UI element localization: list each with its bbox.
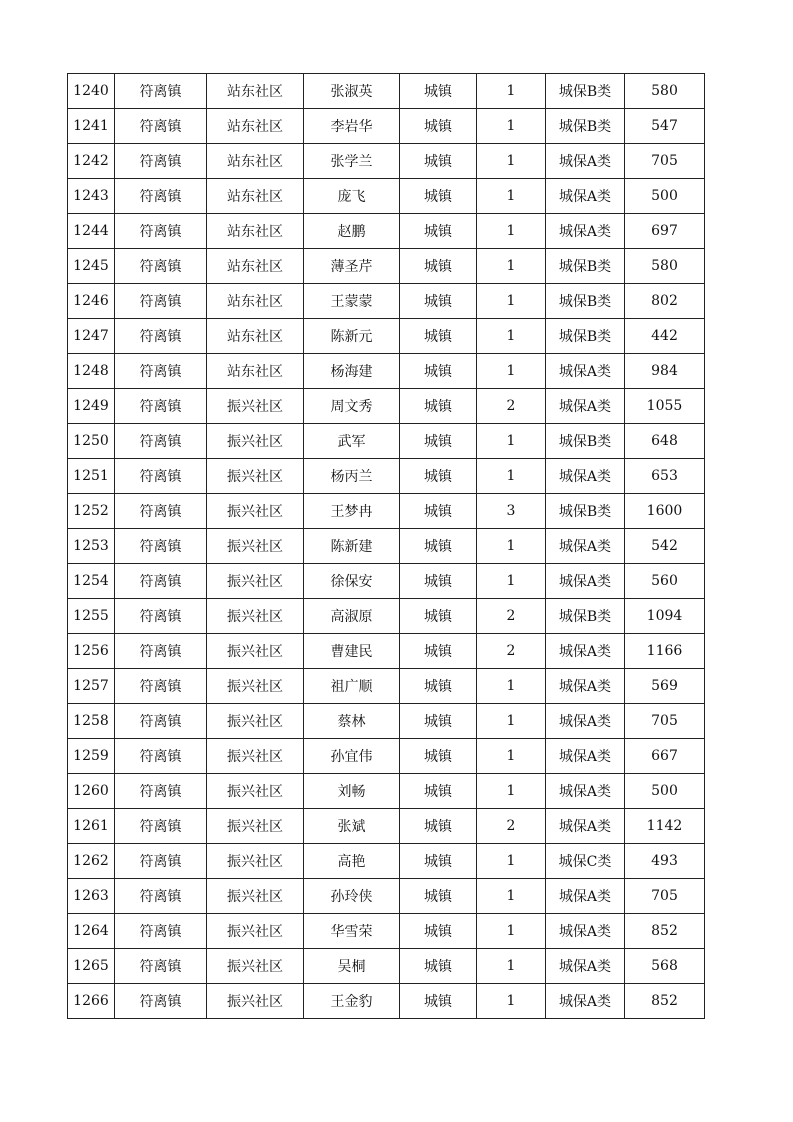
- name-cell: 陈新元: [304, 319, 400, 354]
- household-count-cell: 3: [477, 494, 546, 529]
- name-cell: 薄圣芹: [304, 249, 400, 284]
- name-cell: 高艳: [304, 844, 400, 879]
- name-cell: 张学兰: [304, 144, 400, 179]
- insurance-category-cell: 城保A类: [546, 564, 625, 599]
- household-count-cell: 1: [477, 74, 546, 109]
- table-row: [68, 109, 705, 144]
- area-type-cell: 城镇: [400, 809, 477, 844]
- area-type-cell: 城镇: [400, 249, 477, 284]
- table-row: [68, 214, 705, 249]
- household-count-cell: 1: [477, 319, 546, 354]
- town-cell: 符离镇: [115, 354, 207, 389]
- area-type-cell: 城镇: [400, 354, 477, 389]
- name-cell: 蔡林: [304, 704, 400, 739]
- insurance-category-cell: 城保B类: [546, 74, 625, 109]
- row-number-cell: 1251: [68, 459, 115, 494]
- area-type-cell: 城镇: [400, 599, 477, 634]
- household-count-cell: 1: [477, 459, 546, 494]
- table-row: [68, 634, 705, 669]
- area-type-cell: 城镇: [400, 179, 477, 214]
- amount-cell: 697: [625, 214, 705, 249]
- amount-cell: 705: [625, 879, 705, 914]
- area-type-cell: 城镇: [400, 109, 477, 144]
- town-cell: 符离镇: [115, 669, 207, 704]
- table-row: [68, 984, 705, 1019]
- insurance-category-cell: 城保B类: [546, 319, 625, 354]
- household-count-cell: 1: [477, 844, 546, 879]
- town-cell: 符离镇: [115, 494, 207, 529]
- insurance-category-cell: 城保A类: [546, 529, 625, 564]
- insurance-category-cell: 城保A类: [546, 984, 625, 1019]
- name-cell: 王金豹: [304, 984, 400, 1019]
- name-cell: 王梦冉: [304, 494, 400, 529]
- household-count-cell: 1: [477, 914, 546, 949]
- household-count-cell: 1: [477, 949, 546, 984]
- table-row: [68, 319, 705, 354]
- table-row: [68, 249, 705, 284]
- community-cell: 振兴社区: [207, 949, 304, 984]
- amount-cell: 547: [625, 109, 705, 144]
- insurance-category-cell: 城保A类: [546, 459, 625, 494]
- household-count-cell: 1: [477, 144, 546, 179]
- town-cell: 符离镇: [115, 984, 207, 1019]
- town-cell: 符离镇: [115, 249, 207, 284]
- table-row: [68, 809, 705, 844]
- table-row: [68, 74, 705, 109]
- amount-cell: 560: [625, 564, 705, 599]
- insurance-category-cell: 城保A类: [546, 669, 625, 704]
- community-cell: 振兴社区: [207, 529, 304, 564]
- amount-cell: 653: [625, 459, 705, 494]
- row-number-cell: 1256: [68, 634, 115, 669]
- table-row: [68, 774, 705, 809]
- community-cell: 振兴社区: [207, 669, 304, 704]
- row-number-cell: 1255: [68, 599, 115, 634]
- town-cell: 符离镇: [115, 844, 207, 879]
- name-cell: 陈新建: [304, 529, 400, 564]
- row-number-cell: 1249: [68, 389, 115, 424]
- insurance-category-cell: 城保A类: [546, 354, 625, 389]
- amount-cell: 580: [625, 249, 705, 284]
- insurance-category-cell: 城保B类: [546, 284, 625, 319]
- amount-cell: 852: [625, 984, 705, 1019]
- row-number-cell: 1250: [68, 424, 115, 459]
- area-type-cell: 城镇: [400, 774, 477, 809]
- table-row: [68, 669, 705, 704]
- town-cell: 符离镇: [115, 949, 207, 984]
- area-type-cell: 城镇: [400, 74, 477, 109]
- insurance-category-cell: 城保A类: [546, 214, 625, 249]
- amount-cell: 802: [625, 284, 705, 319]
- area-type-cell: 城镇: [400, 424, 477, 459]
- amount-cell: 1166: [625, 634, 705, 669]
- amount-cell: 705: [625, 144, 705, 179]
- household-count-cell: 1: [477, 564, 546, 599]
- community-cell: 振兴社区: [207, 494, 304, 529]
- amount-cell: 1094: [625, 599, 705, 634]
- town-cell: 符离镇: [115, 739, 207, 774]
- amount-cell: 569: [625, 669, 705, 704]
- row-number-cell: 1259: [68, 739, 115, 774]
- area-type-cell: 城镇: [400, 459, 477, 494]
- table-row: [68, 599, 705, 634]
- household-count-cell: 1: [477, 739, 546, 774]
- row-number-cell: 1252: [68, 494, 115, 529]
- town-cell: 符离镇: [115, 74, 207, 109]
- amount-cell: 667: [625, 739, 705, 774]
- town-cell: 符离镇: [115, 459, 207, 494]
- amount-cell: 580: [625, 74, 705, 109]
- town-cell: 符离镇: [115, 809, 207, 844]
- town-cell: 符离镇: [115, 424, 207, 459]
- community-cell: 振兴社区: [207, 739, 304, 774]
- row-number-cell: 1244: [68, 214, 115, 249]
- table-row: [68, 179, 705, 214]
- name-cell: 庞飞: [304, 179, 400, 214]
- name-cell: 刘畅: [304, 774, 400, 809]
- name-cell: 杨丙兰: [304, 459, 400, 494]
- community-cell: 振兴社区: [207, 879, 304, 914]
- name-cell: 孙宜伟: [304, 739, 400, 774]
- insurance-category-cell: 城保B类: [546, 109, 625, 144]
- area-type-cell: 城镇: [400, 389, 477, 424]
- area-type-cell: 城镇: [400, 494, 477, 529]
- name-cell: 祖广顺: [304, 669, 400, 704]
- insurance-category-cell: 城保A类: [546, 739, 625, 774]
- community-cell: 站东社区: [207, 354, 304, 389]
- community-cell: 站东社区: [207, 74, 304, 109]
- table-row: [68, 949, 705, 984]
- community-cell: 站东社区: [207, 144, 304, 179]
- area-type-cell: 城镇: [400, 984, 477, 1019]
- amount-cell: 648: [625, 424, 705, 459]
- area-type-cell: 城镇: [400, 914, 477, 949]
- name-cell: 曹建民: [304, 634, 400, 669]
- row-number-cell: 1248: [68, 354, 115, 389]
- community-cell: 振兴社区: [207, 459, 304, 494]
- town-cell: 符离镇: [115, 529, 207, 564]
- town-cell: 符离镇: [115, 389, 207, 424]
- insurance-category-cell: 城保B类: [546, 599, 625, 634]
- insurance-category-cell: 城保A类: [546, 949, 625, 984]
- town-cell: 符离镇: [115, 774, 207, 809]
- table-row: [68, 529, 705, 564]
- row-number-cell: 1264: [68, 914, 115, 949]
- town-cell: 符离镇: [115, 144, 207, 179]
- name-cell: 张淑英: [304, 74, 400, 109]
- row-number-cell: 1245: [68, 249, 115, 284]
- name-cell: 李岩华: [304, 109, 400, 144]
- name-cell: 周文秀: [304, 389, 400, 424]
- table-row: [68, 284, 705, 319]
- name-cell: 杨海建: [304, 354, 400, 389]
- insurance-category-cell: 城保A类: [546, 914, 625, 949]
- household-count-cell: 1: [477, 879, 546, 914]
- community-cell: 振兴社区: [207, 424, 304, 459]
- community-cell: 振兴社区: [207, 774, 304, 809]
- community-cell: 振兴社区: [207, 914, 304, 949]
- household-count-cell: 1: [477, 284, 546, 319]
- household-count-cell: 1: [477, 704, 546, 739]
- table-row: [68, 879, 705, 914]
- household-count-cell: 1: [477, 214, 546, 249]
- table-row: [68, 494, 705, 529]
- household-count-cell: 2: [477, 389, 546, 424]
- town-cell: 符离镇: [115, 284, 207, 319]
- area-type-cell: 城镇: [400, 214, 477, 249]
- town-cell: 符离镇: [115, 564, 207, 599]
- area-type-cell: 城镇: [400, 949, 477, 984]
- insurance-category-cell: 城保A类: [546, 179, 625, 214]
- amount-cell: 500: [625, 179, 705, 214]
- household-count-cell: 1: [477, 424, 546, 459]
- row-number-cell: 1257: [68, 669, 115, 704]
- household-count-cell: 1: [477, 774, 546, 809]
- amount-cell: 1142: [625, 809, 705, 844]
- town-cell: 符离镇: [115, 319, 207, 354]
- row-number-cell: 1241: [68, 109, 115, 144]
- town-cell: 符离镇: [115, 879, 207, 914]
- row-number-cell: 1263: [68, 879, 115, 914]
- roster-table: [67, 73, 705, 1019]
- row-number-cell: 1265: [68, 949, 115, 984]
- community-cell: 振兴社区: [207, 809, 304, 844]
- insurance-category-cell: 城保A类: [546, 704, 625, 739]
- table-row: [68, 389, 705, 424]
- amount-cell: 442: [625, 319, 705, 354]
- row-number-cell: 1261: [68, 809, 115, 844]
- town-cell: 符离镇: [115, 214, 207, 249]
- name-cell: 王蒙蒙: [304, 284, 400, 319]
- area-type-cell: 城镇: [400, 739, 477, 774]
- community-cell: 站东社区: [207, 179, 304, 214]
- community-cell: 振兴社区: [207, 844, 304, 879]
- table-row: [68, 844, 705, 879]
- row-number-cell: 1243: [68, 179, 115, 214]
- town-cell: 符离镇: [115, 109, 207, 144]
- row-number-cell: 1246: [68, 284, 115, 319]
- name-cell: 徐保安: [304, 564, 400, 599]
- row-number-cell: 1253: [68, 529, 115, 564]
- household-count-cell: 2: [477, 634, 546, 669]
- insurance-category-cell: 城保A类: [546, 774, 625, 809]
- area-type-cell: 城镇: [400, 634, 477, 669]
- name-cell: 张斌: [304, 809, 400, 844]
- household-count-cell: 1: [477, 984, 546, 1019]
- row-number-cell: 1254: [68, 564, 115, 599]
- table-row: [68, 739, 705, 774]
- row-number-cell: 1262: [68, 844, 115, 879]
- name-cell: 高淑原: [304, 599, 400, 634]
- name-cell: 华雪荣: [304, 914, 400, 949]
- amount-cell: 568: [625, 949, 705, 984]
- insurance-category-cell: 城保B类: [546, 424, 625, 459]
- household-count-cell: 1: [477, 249, 546, 284]
- amount-cell: 984: [625, 354, 705, 389]
- community-cell: 振兴社区: [207, 389, 304, 424]
- row-number-cell: 1242: [68, 144, 115, 179]
- community-cell: 站东社区: [207, 109, 304, 144]
- insurance-category-cell: 城保A类: [546, 144, 625, 179]
- name-cell: 赵鹏: [304, 214, 400, 249]
- household-count-cell: 1: [477, 669, 546, 704]
- area-type-cell: 城镇: [400, 529, 477, 564]
- town-cell: 符离镇: [115, 634, 207, 669]
- table-row: [68, 354, 705, 389]
- row-number-cell: 1247: [68, 319, 115, 354]
- amount-cell: 500: [625, 774, 705, 809]
- town-cell: 符离镇: [115, 914, 207, 949]
- area-type-cell: 城镇: [400, 319, 477, 354]
- community-cell: 站东社区: [207, 249, 304, 284]
- community-cell: 站东社区: [207, 319, 304, 354]
- insurance-category-cell: 城保B类: [546, 249, 625, 284]
- insurance-category-cell: 城保A类: [546, 879, 625, 914]
- row-number-cell: 1240: [68, 74, 115, 109]
- amount-cell: 705: [625, 704, 705, 739]
- row-number-cell: 1260: [68, 774, 115, 809]
- amount-cell: 1600: [625, 494, 705, 529]
- amount-cell: 493: [625, 844, 705, 879]
- area-type-cell: 城镇: [400, 284, 477, 319]
- table-row: [68, 914, 705, 949]
- household-count-cell: 1: [477, 179, 546, 214]
- area-type-cell: 城镇: [400, 704, 477, 739]
- insurance-category-cell: 城保A类: [546, 389, 625, 424]
- household-count-cell: 1: [477, 109, 546, 144]
- table-row: [68, 704, 705, 739]
- table-row: [68, 144, 705, 179]
- area-type-cell: 城镇: [400, 844, 477, 879]
- community-cell: 振兴社区: [207, 564, 304, 599]
- area-type-cell: 城镇: [400, 879, 477, 914]
- insurance-category-cell: 城保B类: [546, 494, 625, 529]
- town-cell: 符离镇: [115, 179, 207, 214]
- area-type-cell: 城镇: [400, 564, 477, 599]
- household-count-cell: 1: [477, 354, 546, 389]
- amount-cell: 852: [625, 914, 705, 949]
- household-count-cell: 2: [477, 809, 546, 844]
- insurance-category-cell: 城保C类: [546, 844, 625, 879]
- community-cell: 振兴社区: [207, 599, 304, 634]
- table-row: [68, 564, 705, 599]
- insurance-category-cell: 城保A类: [546, 809, 625, 844]
- name-cell: 吴桐: [304, 949, 400, 984]
- row-number-cell: 1258: [68, 704, 115, 739]
- household-count-cell: 1: [477, 529, 546, 564]
- household-count-cell: 2: [477, 599, 546, 634]
- town-cell: 符离镇: [115, 599, 207, 634]
- community-cell: 站东社区: [207, 284, 304, 319]
- name-cell: 武军: [304, 424, 400, 459]
- table-row: [68, 424, 705, 459]
- town-cell: 符离镇: [115, 704, 207, 739]
- name-cell: 孙玲侠: [304, 879, 400, 914]
- area-type-cell: 城镇: [400, 669, 477, 704]
- insurance-category-cell: 城保A类: [546, 634, 625, 669]
- community-cell: 振兴社区: [207, 984, 304, 1019]
- amount-cell: 542: [625, 529, 705, 564]
- row-number-cell: 1266: [68, 984, 115, 1019]
- roster-body: [68, 74, 705, 1019]
- amount-cell: 1055: [625, 389, 705, 424]
- area-type-cell: 城镇: [400, 144, 477, 179]
- community-cell: 站东社区: [207, 214, 304, 249]
- table-row: [68, 459, 705, 494]
- community-cell: 振兴社区: [207, 634, 304, 669]
- community-cell: 振兴社区: [207, 704, 304, 739]
